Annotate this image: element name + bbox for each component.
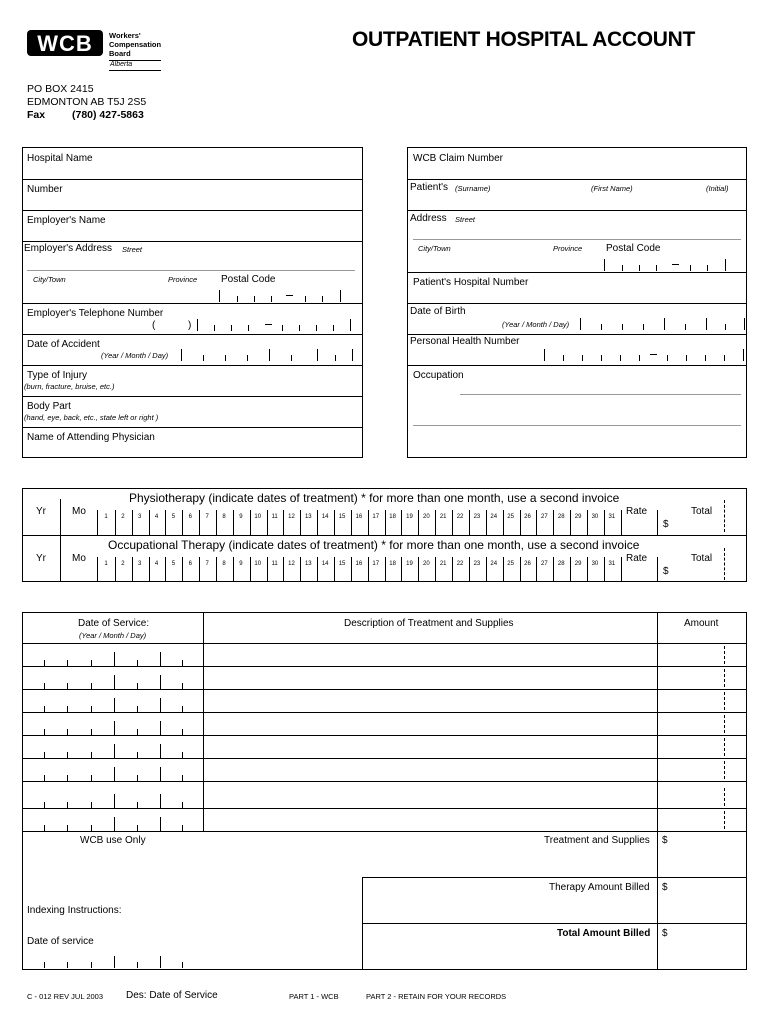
- body-part-hint: (hand, eye, back, etc., state left or right ): [24, 413, 159, 422]
- day-number: 1: [104, 514, 108, 520]
- wcb-logo: [27, 30, 103, 56]
- service-row-line: [22, 758, 747, 759]
- day-number: 18: [389, 514, 396, 520]
- phone-paren-open: (: [152, 320, 156, 331]
- service-date-tick[interactable]: [44, 825, 45, 831]
- service-date-tick[interactable]: [67, 825, 68, 831]
- service-date-tick[interactable]: [44, 752, 45, 758]
- day-number: 16: [355, 561, 363, 567]
- indexing-label: Indexing Instructions:: [27, 905, 122, 916]
- total-billed-dollar: $: [662, 928, 668, 939]
- day-number: 12: [288, 514, 295, 520]
- day-number: 24: [490, 561, 498, 567]
- day-divider: [621, 510, 622, 535]
- day-number: 29: [574, 514, 582, 520]
- service-date-tick[interactable]: [182, 729, 183, 735]
- day-number: 31: [608, 561, 616, 567]
- physio-dollar: $: [663, 519, 669, 530]
- day-number: 19: [406, 561, 413, 567]
- amount-header: Amount: [684, 618, 719, 629]
- day-number: 20: [422, 514, 430, 520]
- service-date-tick[interactable]: [137, 775, 138, 781]
- day-number: 31: [608, 514, 616, 520]
- service-date-tick[interactable]: [137, 825, 138, 831]
- service-date-tick[interactable]: [91, 775, 92, 781]
- day-number: 10: [254, 561, 262, 567]
- org-line1: Workers': [109, 31, 141, 40]
- service-date-divider: [160, 721, 161, 735]
- svg-text:WCB: WCB: [37, 31, 93, 56]
- day-number: 16: [355, 514, 363, 520]
- day-number: 26: [524, 514, 531, 520]
- initial-label: (Initial): [706, 184, 729, 193]
- mailing-address: [27, 83, 146, 122]
- wcb-use-only-label: WCB use Only: [80, 835, 146, 846]
- service-date-tick[interactable]: [91, 752, 92, 758]
- service-date-tick[interactable]: [137, 683, 138, 689]
- service-date-tick[interactable]: [182, 825, 183, 831]
- employer-name-field[interactable]: Employer's Name: [27, 215, 106, 226]
- service-row-line: [22, 712, 747, 713]
- hospital-name-field[interactable]: Hospital Name: [27, 153, 93, 164]
- ot-dollar: $: [663, 566, 669, 577]
- day-number: 11: [271, 514, 278, 520]
- day-number: 6: [188, 514, 192, 520]
- day-number: 5: [171, 514, 176, 520]
- day-number: 7: [205, 561, 209, 567]
- service-row-line: [22, 831, 747, 832]
- service-date-tick[interactable]: [44, 729, 45, 735]
- patient-postal-label: Postal Code: [606, 243, 661, 254]
- service-date-divider: [114, 744, 115, 758]
- occupation-field[interactable]: Occupation: [413, 370, 464, 381]
- service-date-divider: [160, 817, 161, 831]
- service-row-line: [22, 666, 747, 667]
- day-number: 6: [188, 561, 192, 567]
- description-header: Description of Treatment and Supplies: [344, 618, 514, 629]
- service-date-tick[interactable]: [67, 752, 68, 758]
- day-number: 3: [138, 514, 142, 520]
- treatment-supplies-dollar: $: [662, 835, 668, 846]
- address-line2: EDMONTON AB T5J 2S5: [27, 96, 147, 108]
- day-number: 30: [591, 561, 599, 567]
- day-number: 23: [473, 561, 481, 567]
- number-field[interactable]: Number: [27, 184, 63, 195]
- des-note: Des: Date of Service: [126, 990, 218, 1001]
- physician-field[interactable]: Name of Attending Physician: [27, 432, 155, 443]
- service-date-tick[interactable]: [44, 683, 45, 689]
- service-date-divider: [160, 767, 161, 781]
- amount-cents-divider: [724, 669, 725, 687]
- service-date-tick[interactable]: [91, 802, 92, 808]
- day-number: 26: [524, 561, 531, 567]
- date-of-service-header: Date of Service:: [78, 618, 150, 629]
- day-number: 22: [456, 514, 464, 520]
- employer-postal-label: Postal Code: [221, 274, 276, 285]
- day-number: 3: [138, 561, 142, 567]
- day-number: 21: [439, 561, 447, 567]
- service-date-tick[interactable]: [67, 802, 68, 808]
- patient-city-label: City/Town: [418, 244, 451, 253]
- type-of-injury-field[interactable]: Type of Injury: [27, 370, 88, 381]
- body-part-field[interactable]: Body Part: [27, 401, 71, 412]
- org-name: [109, 31, 161, 58]
- day-number: 13: [304, 561, 312, 567]
- day-number: 20: [422, 561, 430, 567]
- day-number: 14: [321, 561, 329, 567]
- employer-province-label: Province: [168, 275, 198, 284]
- amount-cents-divider: [724, 646, 725, 664]
- day-number: 4: [154, 514, 159, 520]
- fax-number: (780) 427-5863: [72, 109, 144, 121]
- physio-rate-label: Rate: [626, 506, 648, 517]
- day-number: 11: [271, 561, 278, 567]
- address-line1: PO BOX 2415: [27, 83, 94, 95]
- claim-number-field[interactable]: WCB Claim Number: [413, 153, 504, 164]
- service-date-tick[interactable]: [137, 729, 138, 735]
- date-of-birth-field[interactable]: Date of Birth: [410, 306, 466, 317]
- day-number: 8: [222, 561, 226, 567]
- amount-cents-divider: [724, 788, 725, 806]
- day-number: 27: [541, 561, 548, 567]
- service-date-tick[interactable]: [44, 775, 45, 781]
- service-date-divider: [160, 698, 161, 712]
- service-date-tick[interactable]: [91, 729, 92, 735]
- treatment-supplies-label: Treatment and Supplies: [544, 835, 650, 846]
- org-line3: Board: [109, 49, 131, 58]
- service-date-divider: [114, 698, 115, 712]
- amount-cents-divider: [724, 715, 725, 733]
- day-number: 10: [254, 514, 262, 520]
- service-date-tick[interactable]: [182, 683, 183, 689]
- date-of-accident-field[interactable]: Date of Accident: [27, 339, 100, 350]
- service-date-tick[interactable]: [67, 706, 68, 712]
- day-number: 9: [239, 561, 243, 567]
- service-date-tick[interactable]: [91, 683, 92, 689]
- birth-ymd-hint: (Year / Month / Day): [502, 320, 570, 329]
- patient-address-field[interactable]: Address: [410, 213, 447, 224]
- day-number: 8: [222, 514, 226, 520]
- day-number: 22: [456, 561, 464, 567]
- employer-phone-field[interactable]: Employer's Telephone Number: [27, 308, 164, 319]
- physio-mo-label: Mo: [72, 506, 86, 517]
- service-date-divider: [114, 767, 115, 781]
- day-number: 28: [557, 514, 565, 520]
- day-number: 28: [557, 561, 565, 567]
- physio-yr-label: Yr: [36, 506, 46, 517]
- day-divider: [621, 557, 622, 582]
- amount-cents-divider: [724, 811, 725, 829]
- page-title: OUTPATIENT HOSPITAL ACCOUNT: [352, 28, 696, 51]
- day-number: 9: [239, 514, 243, 520]
- service-date-divider: [160, 675, 161, 689]
- service-date-tick[interactable]: [44, 660, 45, 666]
- service-date-tick[interactable]: [91, 706, 92, 712]
- service-date-tick[interactable]: [91, 660, 92, 666]
- service-date-tick[interactable]: [67, 660, 68, 666]
- service-ymd-hint: (Year / Month / Day): [79, 631, 147, 640]
- service-date-divider: [160, 652, 161, 666]
- day-number: 29: [574, 561, 582, 567]
- service-date-tick[interactable]: [67, 683, 68, 689]
- day-number: 15: [338, 561, 346, 567]
- phone-paren-close: ): [188, 320, 192, 331]
- service-date-tick[interactable]: [137, 752, 138, 758]
- ot-yr-label: Yr: [36, 553, 46, 564]
- employer-city-label: City/Town: [33, 275, 66, 284]
- patient-name-field[interactable]: Patient's: [410, 182, 449, 193]
- service-date-divider: [114, 817, 115, 831]
- patient-street-label: Street: [455, 215, 476, 224]
- amount-cents-divider: [724, 692, 725, 710]
- service-row-line: [22, 689, 747, 690]
- service-date-divider: [160, 744, 161, 758]
- service-date-divider: [114, 721, 115, 735]
- physio-title: Physiotherapy (indicate dates of treatment) * for more than one month, use a second invoice: [129, 491, 620, 505]
- part2-note: PART 2 - RETAIN FOR YOUR RECORDS: [366, 992, 507, 1001]
- hospital-number-field[interactable]: Patient's Hospital Number: [413, 277, 529, 288]
- day-number: 12: [288, 561, 295, 567]
- org-line2: Compensation: [109, 40, 162, 49]
- day-number: 14: [321, 514, 329, 520]
- day-number: 24: [490, 514, 498, 520]
- service-date-tick[interactable]: [91, 825, 92, 831]
- ot-total-label: Total: [691, 553, 713, 564]
- day-number: 19: [406, 514, 413, 520]
- part1-note: PART 1 - WCB: [289, 992, 339, 1001]
- day-number: 1: [104, 561, 108, 567]
- health-number-field[interactable]: Personal Health Number: [410, 336, 520, 347]
- day-number: 30: [591, 514, 599, 520]
- amount-cents-divider: [724, 761, 725, 779]
- date-of-service-label: Date of service: [27, 936, 94, 947]
- org-province: Alberta: [110, 61, 133, 68]
- service-date-tick[interactable]: [67, 775, 68, 781]
- employer-street-label: Street: [122, 245, 143, 254]
- fax-label: Fax: [27, 109, 46, 121]
- service-date-tick[interactable]: [182, 775, 183, 781]
- service-date-tick[interactable]: [182, 802, 183, 808]
- physio-total-label: Total: [691, 506, 713, 517]
- ot-rate-label: Rate: [626, 553, 648, 564]
- day-number: 13: [304, 514, 312, 520]
- service-date-tick[interactable]: [44, 802, 45, 808]
- day-number: 5: [171, 561, 176, 567]
- surname-label: (Surname): [455, 184, 491, 193]
- day-number: 21: [439, 514, 447, 520]
- service-date-tick[interactable]: [67, 729, 68, 735]
- service-date-tick[interactable]: [137, 660, 138, 666]
- service-date-tick[interactable]: [182, 660, 183, 666]
- day-number: 25: [507, 561, 514, 567]
- service-date-tick[interactable]: [182, 752, 183, 758]
- day-number: 4: [154, 561, 159, 567]
- accident-ymd-hint: (Year / Month / Day): [101, 351, 169, 360]
- service-date-tick[interactable]: [137, 706, 138, 712]
- service-date-divider: [114, 794, 115, 808]
- day-number: 18: [389, 561, 396, 567]
- day-number: 27: [541, 514, 548, 520]
- day-number: 2: [121, 561, 125, 567]
- day-number: 23: [473, 514, 481, 520]
- day-number: 17: [372, 561, 380, 567]
- total-billed-label: Total Amount Billed: [557, 928, 651, 939]
- therapy-billed-label: Therapy Amount Billed: [549, 882, 650, 893]
- injury-hint: (burn, fracture, bruise, etc.): [24, 382, 115, 391]
- therapy-billed-dollar: $: [662, 882, 668, 893]
- patient-province-label: Province: [553, 244, 583, 253]
- amount-cents-divider: [724, 738, 725, 756]
- service-date-divider: [114, 652, 115, 666]
- service-date-tick[interactable]: [182, 706, 183, 712]
- day-number: 7: [205, 514, 209, 520]
- first-name-label: (First Name): [591, 184, 633, 193]
- ot-mo-label: Mo: [72, 553, 86, 564]
- employer-address-field[interactable]: Employer's Address: [24, 243, 113, 254]
- day-number: 25: [507, 514, 514, 520]
- day-number: 17: [372, 514, 380, 520]
- form-code: C - 012 REV JUL 2003: [27, 992, 104, 1001]
- service-date-tick[interactable]: [137, 802, 138, 808]
- service-date-divider: [114, 675, 115, 689]
- service-date-tick[interactable]: [44, 706, 45, 712]
- day-number: 15: [338, 514, 346, 520]
- service-date-divider: [160, 794, 161, 808]
- service-row-line: [22, 781, 747, 782]
- day-number: 2: [121, 514, 125, 520]
- service-row-line: [22, 735, 747, 736]
- wcb-logo-icon: [27, 30, 103, 56]
- ot-title: Occupational Therapy (indicate dates of treatment) * for more than one month, use a second invoice: [108, 538, 640, 552]
- service-row-line: [22, 808, 747, 809]
